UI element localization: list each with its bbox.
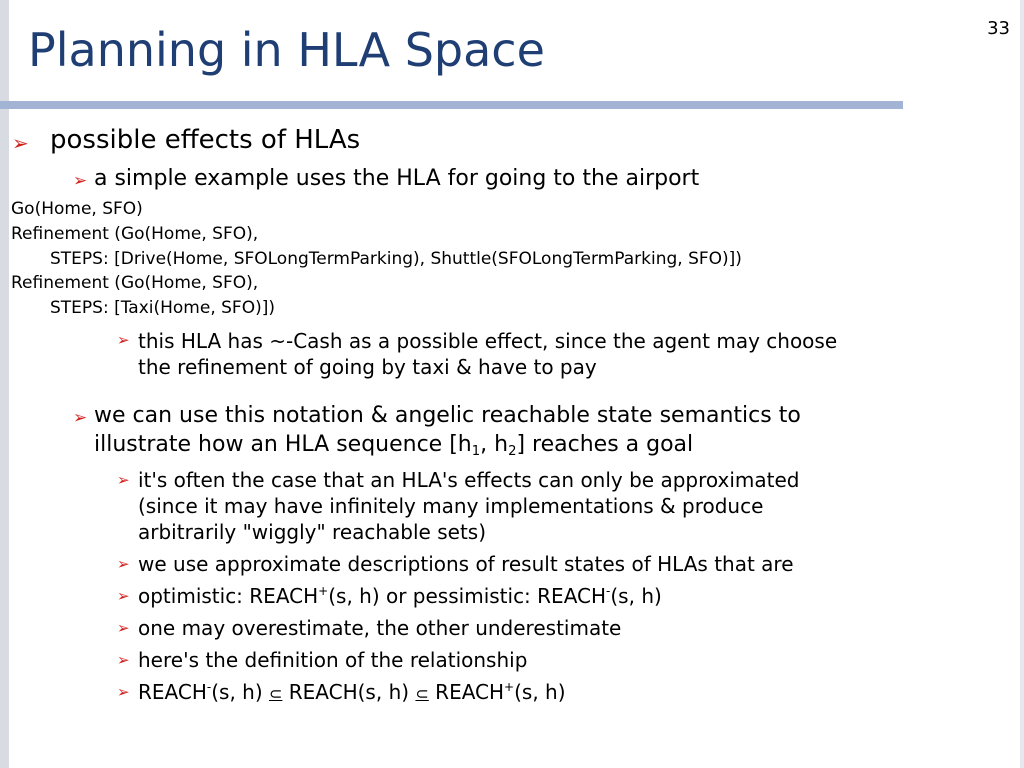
- bullet-possible-effects: possible effects of HLAs: [50, 125, 361, 155]
- opt-text-c: (s, h): [610, 584, 662, 608]
- rel-text-c: REACH(s, h): [282, 680, 416, 704]
- slide-right-edge: [1020, 0, 1024, 768]
- bullet-cash-line-2: the refinement of going by taxi & have to pay: [138, 355, 597, 379]
- rel-text-d: REACH: [428, 680, 505, 704]
- opt-text-a: optimistic: REACH: [138, 584, 319, 608]
- bullet-arrow-icon: ➢: [73, 171, 88, 191]
- notation-sub-1: 1: [471, 444, 481, 459]
- bullet-arrow-icon: ➢: [117, 555, 130, 573]
- code-line-refinement-1: Refinement (Go(Home, SFO),: [11, 224, 259, 244]
- notation-sub-2: 2: [508, 444, 517, 459]
- bullet-use-approx: we use approximate descriptions of result states of HLAs that are: [138, 552, 794, 576]
- bullet-arrow-icon: ➢: [117, 619, 130, 637]
- bullet-arrow-icon: ➢: [117, 471, 130, 489]
- rel-text-e: (s, h): [514, 680, 566, 704]
- notation-text-c: ] reaches a goal: [516, 432, 694, 457]
- opt-sup-minus: -: [606, 584, 611, 598]
- bullet-arrow-icon: ➢: [117, 331, 130, 349]
- bullet-overestimate: one may overestimate, the other underestimate: [138, 616, 622, 640]
- rel-text-b: (s, h): [211, 680, 269, 704]
- bullet-simple-example: a simple example uses the HLA for going to the airport: [94, 166, 700, 191]
- title-underline-rule: [0, 101, 903, 109]
- bullet-arrow-icon: ➢: [12, 131, 29, 155]
- opt-sup-plus: +: [318, 584, 329, 598]
- bullet-arrow-icon: ➢: [117, 683, 130, 701]
- bullet-arrow-icon: ➢: [117, 651, 130, 669]
- rel-sup-plus: +: [504, 680, 515, 694]
- notation-text-b: , h: [480, 432, 509, 457]
- bullet-approx-line-1: it's often the case that an HLA's effects can only be approximated: [138, 468, 800, 492]
- page-number: 33: [987, 18, 1010, 39]
- bullet-arrow-icon: ➢: [117, 587, 130, 605]
- bullet-definition: here's the definition of the relationship: [138, 648, 528, 672]
- bullet-approx-line-3: arbitrarily "wiggly" reachable sets): [138, 520, 487, 544]
- rel-text-a: REACH: [138, 680, 207, 704]
- bullet-arrow-icon: ➢: [73, 408, 88, 428]
- bullet-notation-line-2: [94, 432, 693, 459]
- bullet-relation: [138, 680, 566, 704]
- slide-title: Planning in HLA Space: [28, 23, 545, 77]
- bullet-cash-line-1: this HLA has ~-Cash as a possible effect, since the agent may choose: [138, 329, 838, 353]
- bullet-optimistic: [138, 584, 662, 608]
- code-line-steps-2: STEPS: [Taxi(Home, SFO)]): [50, 298, 275, 318]
- bullet-approx-line-2: (since it may have infinitely many implementations & produce: [138, 494, 764, 518]
- subset-eq-icon: ⊂: [415, 684, 429, 703]
- opt-text-b: (s, h) or pessimistic: REACH: [328, 584, 607, 608]
- rel-sup-minus: -: [206, 680, 212, 694]
- code-line-go: Go(Home, SFO): [11, 199, 143, 219]
- notation-text-a: illustrate how an HLA sequence [h: [94, 432, 472, 457]
- subset-eq-icon: ⊂: [269, 684, 283, 703]
- code-line-refinement-2: Refinement (Go(Home, SFO),: [11, 273, 259, 293]
- code-line-steps-1: STEPS: [Drive(Home, SFOLongTermParking), Shuttle(SFOLongTermParking, SFO)]): [50, 249, 742, 269]
- bullet-notation-line-1: we can use this notation & angelic reachable state semantics to: [94, 403, 801, 428]
- slide-left-edge: [0, 0, 9, 768]
